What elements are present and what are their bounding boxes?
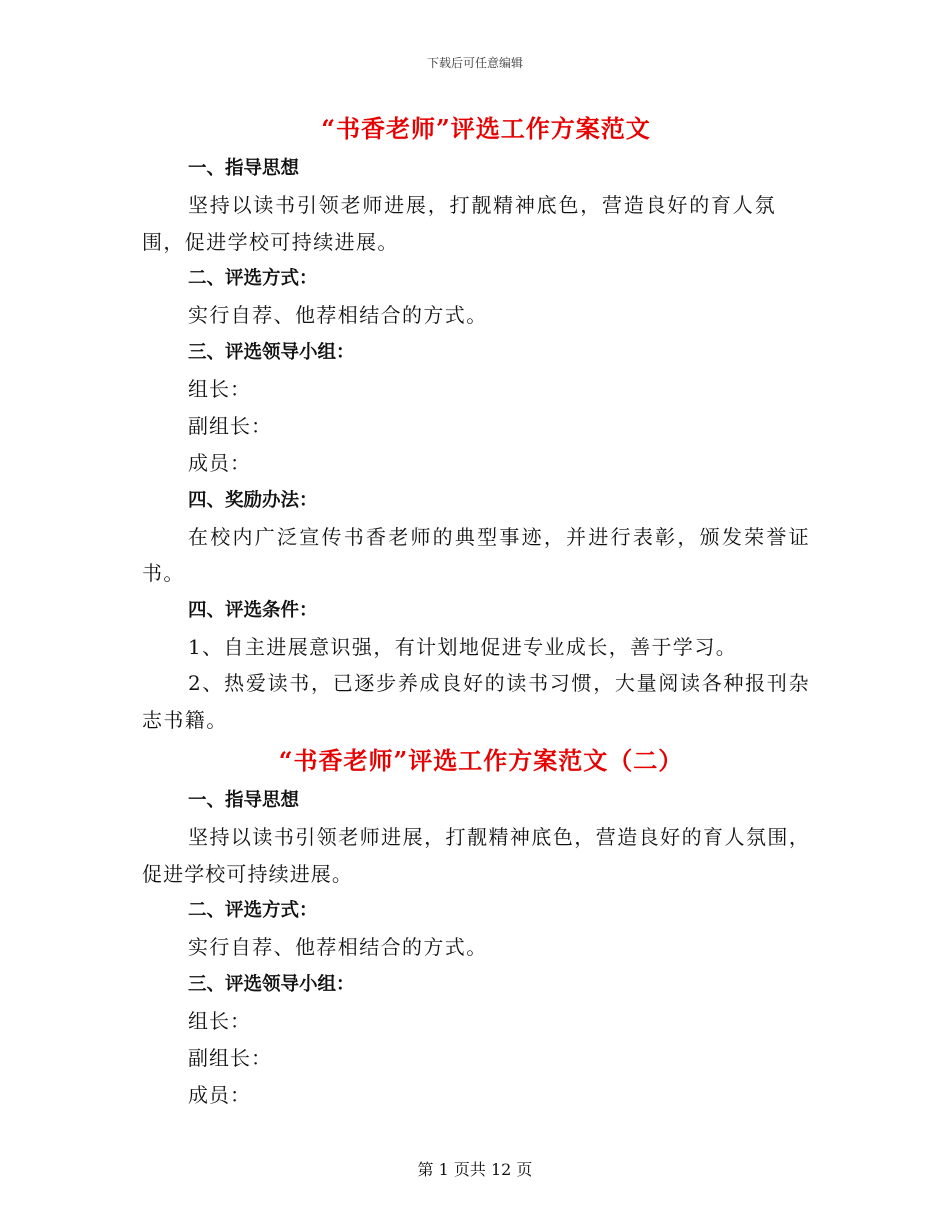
section-heading-guiding: 一、指导思想 — [188, 158, 300, 179]
criteria-item: 2、热爱读书，已逐步养成良好的读书习惯，大量阅读各种报刊杂志书籍。 — [142, 671, 810, 732]
section-heading-reward: 四、奖励办法： — [188, 489, 318, 511]
guiding-paragraph: 坚持以读书引领老师进展，打靓精神底色，营造良好的育人氛围，促进学校可持续进展。 — [142, 193, 776, 254]
group-members-line: 成员： — [188, 1082, 251, 1107]
section-heading-group: 三、评选领导小组： — [188, 341, 355, 363]
method-paragraph: 实行自荐、他荐相结合的方式。 — [188, 303, 488, 327]
reward-paragraph: 在校内广泛宣传书香老师的典型事迹，并进行表彰，颁发荣誉证书。 — [142, 524, 810, 585]
page-footer: 第 1 页共 12 页 — [417, 1160, 533, 1179]
method-paragraph: 实行自荐、他荐相结合的方式。 — [188, 935, 488, 959]
document-title: “书香老师”评选工作方案范文 — [321, 114, 651, 143]
group-leader-line: 组长： — [188, 376, 251, 401]
section-heading-criteria: 四、评选条件： — [188, 599, 318, 621]
section-heading-method: 二、评选方式： — [188, 268, 318, 289]
document-body — [142, 108, 810, 1114]
group-leader-line: 组长： — [188, 1008, 251, 1033]
group-vice-leader-line: 副组长： — [188, 1045, 272, 1070]
guiding-paragraph: 坚持以读书引领老师进展，打靓精神底色，营造良好的育人氛围，促进学校可持续进展。 — [142, 825, 810, 886]
page-header: 下载后可任意编辑 — [426, 56, 523, 70]
group-members-line: 成员： — [188, 450, 251, 475]
section-heading-guiding: 一、指导思想 — [188, 790, 300, 811]
criteria-item: 1、自主进展意识强，有计划地促进专业成长，善于学习。 — [188, 634, 738, 659]
document-title-two: “书香老师”评选工作方案范文（二） — [278, 746, 684, 775]
section-heading-method: 二、评选方式： — [188, 900, 318, 921]
section-heading-group: 三、评选领导小组： — [188, 973, 355, 995]
group-vice-leader-line: 副组长： — [188, 413, 272, 438]
